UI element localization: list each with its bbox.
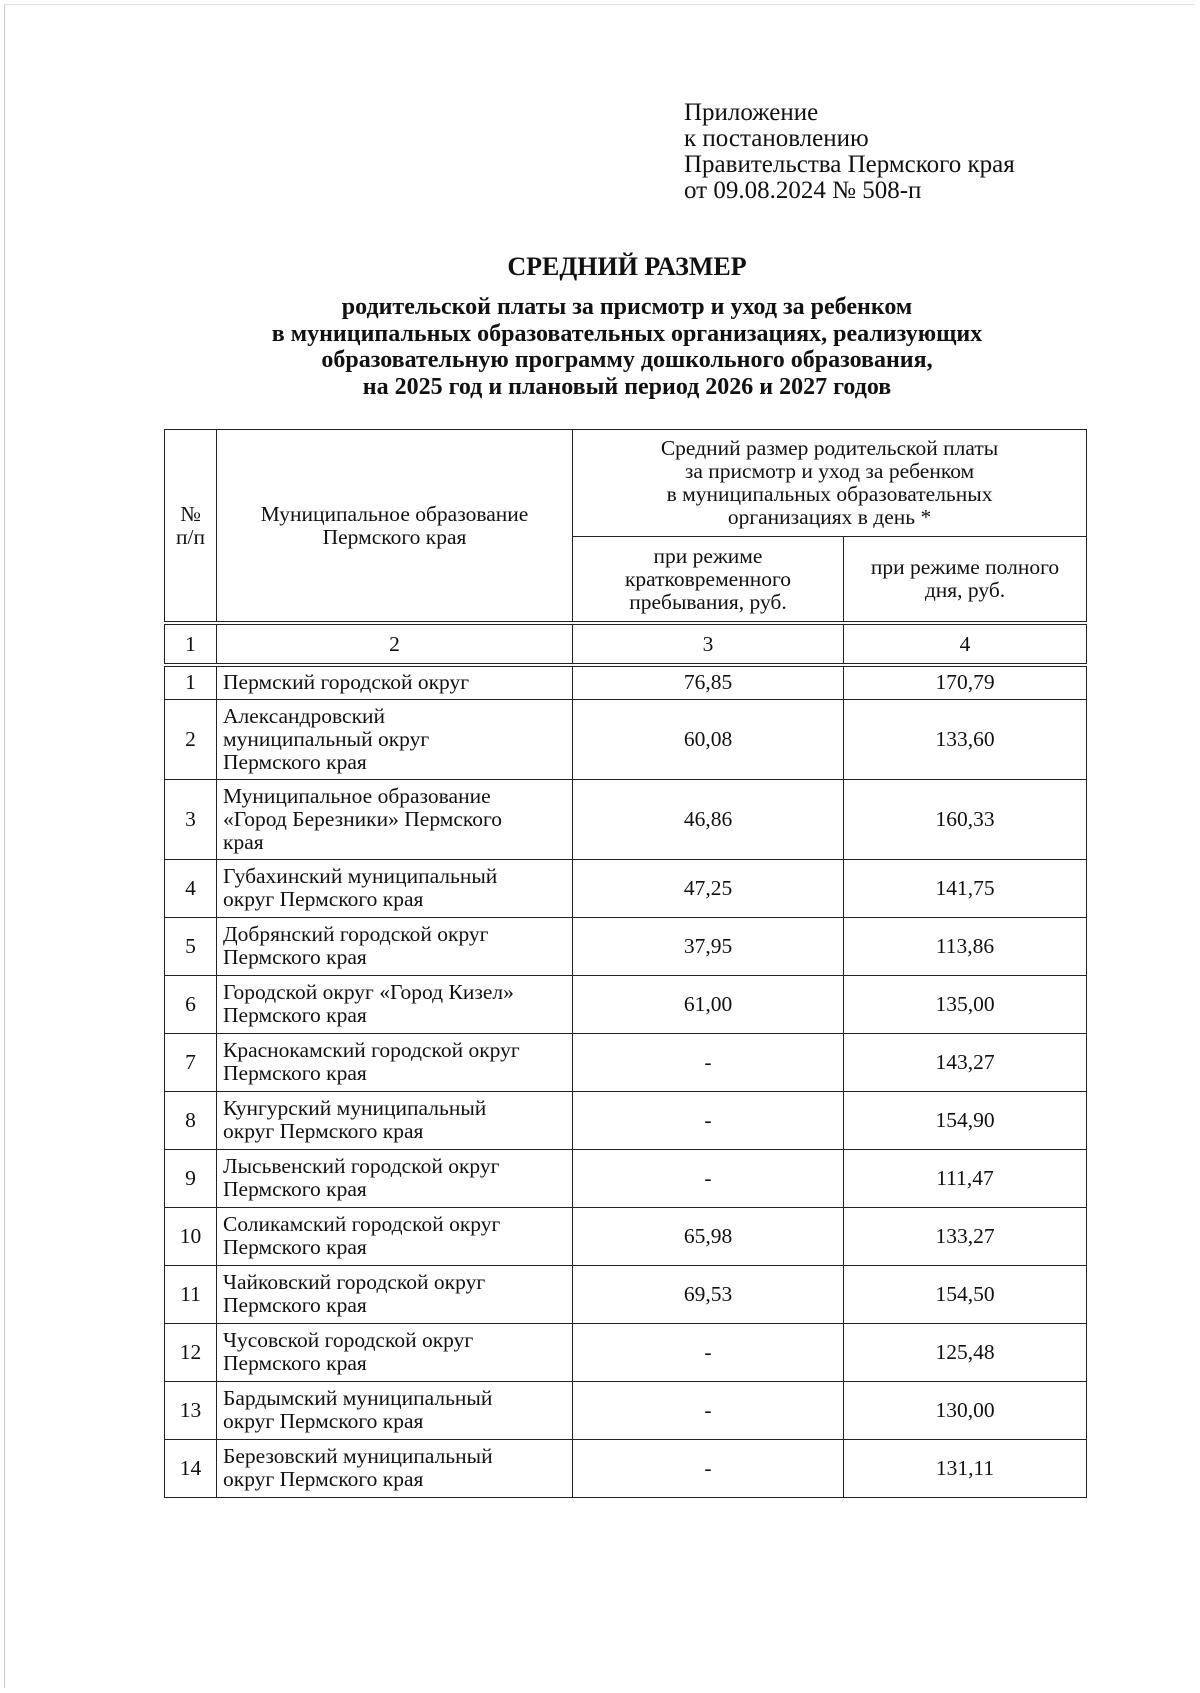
municipality-name-line: края bbox=[223, 829, 264, 854]
short-stay-fee: 60,08 bbox=[573, 699, 844, 779]
table-row bbox=[165, 1323, 1087, 1381]
municipality-name-line: Кунгурский муниципальный bbox=[223, 1096, 487, 1120]
municipality-name bbox=[217, 665, 573, 699]
municipality-name-line: Березовский муниципальный bbox=[223, 1444, 493, 1468]
header-num-line: п/п bbox=[176, 524, 205, 549]
header-full-day bbox=[844, 537, 1087, 624]
row-number: 7 bbox=[165, 1033, 217, 1091]
municipality-name bbox=[217, 1265, 573, 1323]
short-stay-fee: 47,25 bbox=[573, 859, 844, 917]
short-stay-fee: - bbox=[573, 1091, 844, 1149]
municipality-name-line: Пермского края bbox=[223, 1235, 367, 1259]
municipality-name bbox=[217, 1439, 573, 1497]
subtitle-line: образовательную программу дошкольного образования, bbox=[321, 347, 933, 373]
full-day-fee: 133,60 bbox=[844, 699, 1087, 779]
municipality-name-line: Пермского края bbox=[223, 1061, 367, 1085]
table-row bbox=[165, 779, 1087, 859]
row-number: 1 bbox=[165, 665, 217, 699]
municipality-name bbox=[217, 699, 573, 779]
short-stay-fee: - bbox=[573, 1381, 844, 1439]
document-subtitle bbox=[0, 294, 1200, 400]
full-day-fee: 113,86 bbox=[844, 917, 1087, 975]
short-stay-fee: - bbox=[573, 1149, 844, 1207]
municipality-name-line: Губахинский муниципальный bbox=[223, 864, 498, 888]
header-num bbox=[165, 430, 217, 624]
short-stay-fee: - bbox=[573, 1439, 844, 1497]
column-number: 2 bbox=[217, 623, 573, 665]
municipality-name-line: Пермского края bbox=[223, 1293, 367, 1317]
column-number: 4 bbox=[844, 623, 1087, 665]
municipality-name-line: Бардымский муниципальный bbox=[223, 1386, 493, 1410]
header-group-line: за присмотр и уход за ребенком bbox=[684, 459, 975, 483]
full-day-fee: 154,90 bbox=[844, 1091, 1087, 1149]
municipality-name-line: округ Пермского края bbox=[223, 1119, 424, 1143]
municipality-name-line: Добрянский городской округ bbox=[223, 922, 489, 946]
full-day-fee: 141,75 bbox=[844, 859, 1087, 917]
municipality-name-line: Чайковский городской округ bbox=[223, 1270, 486, 1294]
municipality-name bbox=[217, 1033, 573, 1091]
row-number: 3 bbox=[165, 779, 217, 859]
column-numbers-row bbox=[165, 623, 1087, 665]
full-day-fee: 125,48 bbox=[844, 1323, 1087, 1381]
municipality-name-line: «Город Березники» Пермского bbox=[223, 806, 503, 831]
municipality-name bbox=[217, 779, 573, 859]
municipality-name-line: Пермского края bbox=[223, 1177, 367, 1201]
municipality-name-line: округ Пермского края bbox=[223, 1467, 424, 1491]
header-short-line: кратковременного bbox=[624, 566, 792, 591]
row-number: 4 bbox=[165, 859, 217, 917]
header-group-line: в муниципальных образовательных bbox=[666, 482, 993, 506]
short-stay-fee: 65,98 bbox=[573, 1207, 844, 1265]
row-number: 9 bbox=[165, 1149, 217, 1207]
table-row bbox=[165, 1149, 1087, 1207]
municipality-name-line: Соликамский городской округ bbox=[223, 1212, 501, 1236]
appendix-line: к постановлению bbox=[684, 125, 869, 152]
table-row bbox=[165, 975, 1087, 1033]
municipality-name bbox=[217, 1091, 573, 1149]
row-number: 13 bbox=[165, 1381, 217, 1439]
table-row bbox=[165, 1033, 1087, 1091]
subtitle-line: на 2025 год и плановый период 2026 и 2027 годов bbox=[362, 373, 892, 400]
municipality-name-line: Пермского края bbox=[223, 1003, 367, 1027]
table-row bbox=[165, 699, 1087, 779]
appendix-line: Правительства Пермского края bbox=[684, 151, 1015, 178]
full-day-fee: 130,00 bbox=[844, 1381, 1087, 1439]
header-municipality-line: Муниципальное образование bbox=[260, 501, 529, 526]
municipality-name bbox=[217, 1323, 573, 1381]
document-title: СРЕДНИЙ РАЗМЕР bbox=[507, 252, 747, 281]
column-number: 1 bbox=[165, 623, 217, 665]
header-group bbox=[573, 430, 1087, 537]
table-row bbox=[165, 1265, 1087, 1323]
subtitle-line: в муниципальных образовательных организациях, реализующих bbox=[271, 320, 983, 347]
table-row bbox=[165, 1381, 1087, 1439]
header-short-stay bbox=[573, 537, 844, 624]
municipality-name bbox=[217, 1207, 573, 1265]
row-number: 8 bbox=[165, 1091, 217, 1149]
municipality-name-line: Пермского края bbox=[223, 1351, 367, 1375]
header-num-line: № bbox=[180, 501, 201, 526]
municipality-name-line: округ Пермского края bbox=[223, 887, 424, 911]
full-day-fee: 143,27 bbox=[844, 1033, 1087, 1091]
municipality-name bbox=[217, 1149, 573, 1207]
municipality-name bbox=[217, 859, 573, 917]
row-number: 10 bbox=[165, 1207, 217, 1265]
table-row bbox=[165, 1439, 1087, 1497]
short-stay-fee: - bbox=[573, 1323, 844, 1381]
municipality-name-line: Пермский городской округ bbox=[223, 670, 470, 695]
full-day-fee: 133,27 bbox=[844, 1207, 1087, 1265]
table-row bbox=[165, 917, 1087, 975]
header-municipality-line: Пермского края bbox=[322, 524, 467, 549]
municipality-name bbox=[217, 1381, 573, 1439]
row-number: 5 bbox=[165, 917, 217, 975]
municipality-name-line: Пермского края bbox=[223, 945, 367, 969]
subtitle-line: родительской платы за присмотр и уход за ребенком bbox=[341, 294, 913, 320]
full-day-fee: 111,47 bbox=[844, 1149, 1087, 1207]
short-stay-fee: 46,86 bbox=[573, 779, 844, 859]
header-group-line: Средний размер родительской платы bbox=[660, 436, 999, 460]
municipality-name-line: Лысьвенский городской округ bbox=[223, 1154, 500, 1178]
short-stay-fee: 69,53 bbox=[573, 1265, 844, 1323]
municipality-name-line: Городской округ «Город Кизел» bbox=[223, 980, 514, 1004]
header-municipality bbox=[217, 430, 573, 624]
municipality-name-line: Чусовской городской округ bbox=[223, 1328, 474, 1352]
full-day-fee: 135,00 bbox=[844, 975, 1087, 1033]
tariff-table bbox=[164, 429, 1087, 1498]
municipality-name bbox=[217, 917, 573, 975]
table-row bbox=[165, 1207, 1087, 1265]
municipality-name-line: Краснокамский городской округ bbox=[223, 1038, 520, 1062]
short-stay-fee: - bbox=[573, 1033, 844, 1091]
row-number: 14 bbox=[165, 1439, 217, 1497]
header-full-line: при режиме полного bbox=[870, 555, 1060, 579]
full-day-fee: 170,79 bbox=[844, 665, 1087, 699]
header-short-line: при режиме bbox=[653, 543, 763, 568]
row-number: 6 bbox=[165, 975, 217, 1033]
municipality-name bbox=[217, 975, 573, 1033]
table-row bbox=[165, 1091, 1087, 1149]
short-stay-fee: 76,85 bbox=[573, 665, 844, 699]
appendix-block bbox=[684, 100, 1015, 204]
appendix-line: Приложение bbox=[684, 99, 819, 126]
full-day-fee: 131,11 bbox=[844, 1439, 1087, 1497]
municipality-name-line: муниципальный округ bbox=[223, 726, 430, 751]
table-row bbox=[165, 665, 1087, 699]
row-number: 2 bbox=[165, 699, 217, 779]
municipality-name-line: Муниципальное образование bbox=[223, 783, 491, 808]
row-number: 11 bbox=[165, 1265, 217, 1323]
table-row bbox=[165, 859, 1087, 917]
full-day-fee: 160,33 bbox=[844, 779, 1087, 859]
header-group-line: организациях в день * bbox=[727, 505, 932, 529]
appendix-line: от 09.08.2024 № 508-п bbox=[684, 177, 922, 204]
municipality-name-line: Александровский bbox=[223, 703, 386, 728]
header-full-line: дня, руб. bbox=[924, 578, 1006, 602]
column-number: 3 bbox=[573, 623, 844, 665]
row-number: 12 bbox=[165, 1323, 217, 1381]
short-stay-fee: 61,00 bbox=[573, 975, 844, 1033]
short-stay-fee: 37,95 bbox=[573, 917, 844, 975]
header-short-line: пребывания, руб. bbox=[629, 589, 787, 614]
municipality-name-line: Пермского края bbox=[223, 749, 367, 774]
full-day-fee: 154,50 bbox=[844, 1265, 1087, 1323]
municipality-name-line: округ Пермского края bbox=[223, 1409, 424, 1433]
